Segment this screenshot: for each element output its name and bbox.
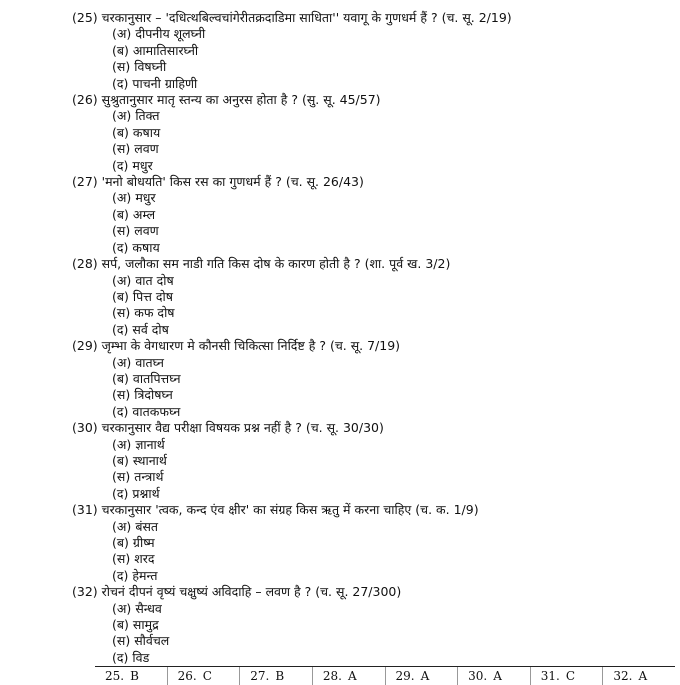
option-text: तन्त्रार्थ: [134, 469, 164, 485]
question-block: [72, 256, 672, 338]
option-label: (अ): [112, 354, 132, 370]
answer-key-cell: [168, 667, 241, 685]
option-label: (ब): [112, 206, 129, 222]
answer-value: B: [275, 669, 285, 683]
option-item: [72, 158, 672, 174]
option-text: वात दोष: [135, 272, 174, 288]
option-label: (स): [112, 223, 131, 239]
option-item: [72, 633, 672, 649]
question-block: [72, 92, 672, 174]
option-text: दीपनीय शूलघ्नी: [135, 26, 206, 42]
option-text: सौर्वचल: [134, 633, 170, 649]
option-label: (द): [112, 485, 129, 501]
option-text: सैन्धव: [135, 600, 162, 616]
option-item: [72, 404, 672, 420]
option-label: (द): [112, 321, 129, 337]
answer-key-cell: [386, 667, 459, 685]
answer-key-cell: [313, 667, 386, 685]
option-label: (अ): [112, 600, 132, 616]
answer-number: 25.: [105, 669, 125, 683]
option-label: (ब): [112, 124, 129, 140]
option-text: वातघ्न: [135, 354, 164, 370]
answer-value: A: [420, 669, 430, 683]
answer-number: 27.: [250, 669, 270, 683]
option-item: [72, 437, 672, 453]
option-text: प्रश्नार्थ: [132, 485, 160, 501]
question-block: [72, 502, 672, 584]
option-text: मधुर: [132, 157, 153, 173]
option-label: (अ): [112, 436, 132, 452]
answer-key-cell: [240, 667, 313, 685]
option-item: [72, 26, 672, 42]
answer-value: C: [565, 669, 576, 683]
option-item: [72, 355, 672, 371]
question-block: [72, 10, 672, 92]
answer-value: A: [347, 669, 357, 683]
option-label: (द): [112, 239, 129, 255]
option-item: [72, 519, 672, 535]
option-text: सर्व दोष: [132, 321, 169, 337]
question-block: [72, 584, 672, 666]
option-text: ज्ञानार्थ: [135, 436, 165, 452]
option-text: शरद: [134, 551, 155, 567]
option-item: [72, 371, 672, 387]
option-label: (ब): [112, 370, 129, 386]
option-text: विड: [132, 649, 150, 665]
option-item: [72, 43, 672, 59]
answer-value: A: [638, 669, 648, 683]
option-text: कषाय: [132, 124, 161, 140]
question-block: [72, 420, 672, 502]
option-item: [72, 76, 672, 92]
question-text: (26) सुश्रुतानुसार मातृ स्तन्य का अनुरस होता है ? (सु. सू. 45/57): [72, 92, 381, 108]
option-text: पाचनी ग्राहिणी: [132, 75, 198, 91]
option-text: वातपित्तघ्न: [132, 370, 181, 386]
option-label: (स): [112, 633, 131, 649]
option-label: (अ): [112, 26, 132, 42]
option-item: [72, 486, 672, 502]
option-item: [72, 141, 672, 157]
option-label: (अ): [112, 518, 132, 534]
option-label: (स): [112, 551, 131, 567]
option-item: [72, 650, 672, 666]
answer-number: 30.: [468, 669, 488, 683]
option-text: लवण: [134, 223, 159, 239]
option-text: लवण: [134, 141, 159, 157]
option-item: [72, 240, 672, 256]
option-text: त्रिदोषघ्न: [134, 387, 173, 403]
answer-value: A: [493, 669, 502, 683]
question-block: [72, 174, 672, 256]
option-label: (स): [112, 141, 131, 157]
question-text: (27) 'मनो बोधयति' किस रस का गुणधर्म हैं ? (च. सू. 26/43): [72, 174, 364, 190]
option-label: (द): [112, 403, 129, 419]
option-label: (द): [112, 157, 129, 173]
option-label: (द): [112, 649, 129, 665]
answer-number: 29.: [395, 669, 415, 683]
question-text: (25) चरकानुसार – 'दधित्थबिल्वचांगेरीतक्रदाडिमा साधिता'' यवागू के गुणधर्म हैं ? (च. सू. 2/19): [72, 10, 512, 25]
option-label: (ब): [112, 452, 129, 468]
option-item: [72, 601, 672, 617]
option-label: (ब): [112, 288, 129, 304]
option-label: (स): [112, 387, 131, 403]
answer-key-cell: [95, 667, 168, 685]
option-text: हेमन्त: [132, 567, 158, 583]
answer-key-cell: [531, 667, 604, 685]
question-text: (32) रोचनं दीपनं वृष्यं चक्षुष्यं अविदाहि – लवण है ? (च. सू. 27/300): [72, 584, 402, 600]
option-text: आमातिसारघ्नी: [132, 42, 199, 58]
answer-key-row: [95, 666, 675, 685]
option-item: [72, 207, 672, 223]
question-block: [72, 338, 672, 420]
option-item: [72, 289, 672, 305]
option-text: तिक्त: [135, 108, 160, 124]
option-item: [72, 273, 672, 289]
option-item: [72, 453, 672, 469]
option-label: (द): [112, 75, 129, 91]
option-item: [72, 387, 672, 403]
option-label: (स): [112, 59, 131, 75]
answer-number: 28.: [322, 669, 342, 683]
option-text: पित्त दोष: [132, 288, 173, 304]
option-item: [72, 469, 672, 485]
option-label: (अ): [112, 108, 132, 124]
option-text: अम्ल: [132, 206, 156, 222]
answer-value: C: [202, 669, 212, 683]
answer-number: 26.: [177, 669, 197, 683]
option-item: [72, 535, 672, 551]
option-text: सामुद्र: [132, 617, 159, 633]
option-label: (ब): [112, 535, 129, 550]
option-item: [72, 59, 672, 75]
option-label: (ब): [112, 617, 129, 633]
option-label: (अ): [112, 272, 132, 288]
option-text: बंसत: [135, 518, 159, 534]
option-item: [72, 568, 672, 584]
option-text: विषघ्नी: [134, 59, 167, 75]
option-text: ग्रीष्म: [132, 535, 155, 550]
option-label: (स): [112, 469, 131, 485]
option-item: [72, 551, 672, 567]
option-label: (स): [112, 305, 131, 321]
option-item: [72, 322, 672, 338]
option-text: वातकफघ्न: [132, 403, 181, 419]
answer-number: 32.: [613, 669, 633, 683]
option-label: (अ): [112, 190, 132, 206]
answer-value: B: [130, 669, 139, 683]
answer-key-cell: [603, 667, 675, 685]
option-item: [72, 617, 672, 633]
question-text: (30) चरकानुसार वैद्य परीक्षा विषयक प्रश्न नहीं है ? (च. सू. 30/30): [72, 420, 384, 436]
option-item: [72, 190, 672, 206]
option-item: [72, 125, 672, 141]
question-list: [72, 10, 672, 666]
question-text: (29) जृम्भा के वेगधारण मे कौनसी चिकित्सा निर्दिष्ट है ? (च. सू. 7/19): [72, 338, 401, 354]
option-text: स्थानार्थ: [132, 452, 167, 468]
option-item: [72, 108, 672, 124]
option-item: [72, 305, 672, 321]
question-text: (31) चरकानुसार 'त्वक, कन्द एंव क्षीर' का संग्रह किस ऋतु में करना चाहिए (च. क. 1/9): [72, 502, 479, 518]
option-label: (द): [112, 567, 129, 583]
option-text: कषाय: [132, 239, 160, 255]
question-text: (28) सर्प, जलौका सम नाडी गति किस दोष के कारण होती है ? (शा. पूर्व ख. 3/2): [72, 256, 451, 272]
answer-key-cell: [458, 667, 531, 685]
option-item: [72, 223, 672, 239]
option-text: कफ दोष: [134, 305, 175, 321]
option-text: मधुर: [135, 190, 156, 206]
answer-number: 31.: [540, 669, 560, 683]
option-label: (ब): [112, 42, 129, 58]
